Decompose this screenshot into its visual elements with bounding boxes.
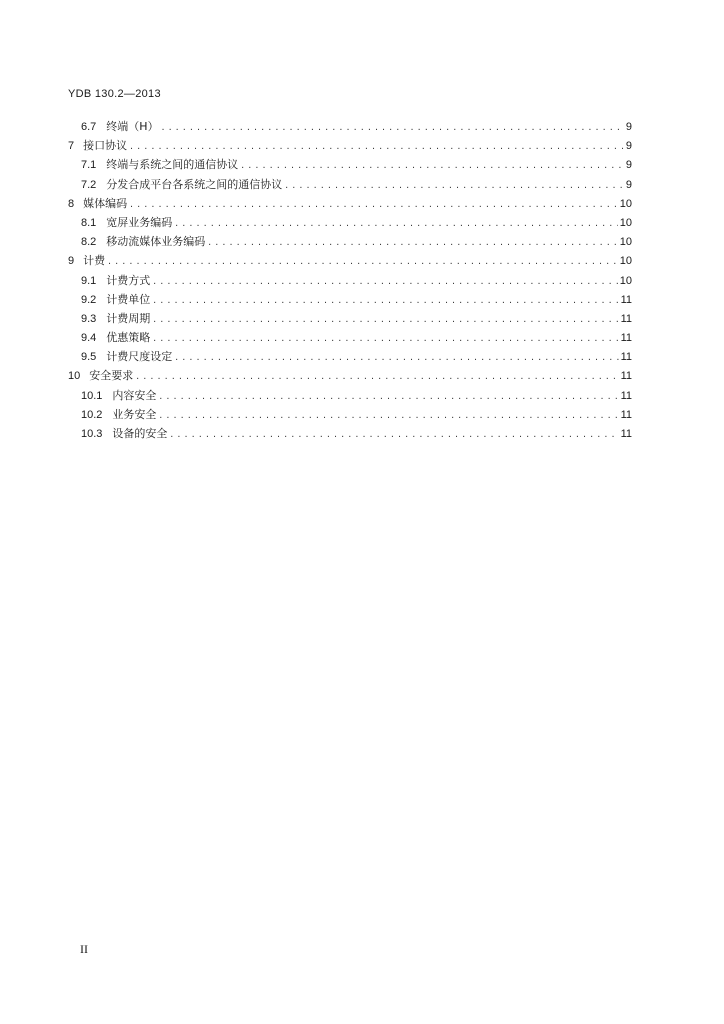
toc-dot-leader xyxy=(152,272,617,291)
toc-dot-leader xyxy=(158,406,618,425)
toc-entry-number: 10.2 xyxy=(81,408,103,421)
toc-entry[interactable] xyxy=(68,328,632,347)
toc-entry-page: 10 xyxy=(619,236,632,249)
toc-entry-title: 接口协议 xyxy=(83,139,128,153)
toc-entry-number: 6.7 xyxy=(81,121,97,133)
toc-entry-number: 8.2 xyxy=(81,236,97,249)
toc-entry-page: 9 xyxy=(625,178,632,191)
table-of-contents xyxy=(68,117,632,443)
toc-entry[interactable] xyxy=(68,194,632,213)
toc-entry[interactable] xyxy=(68,309,632,328)
toc-entry-page: 9 xyxy=(625,140,632,153)
toc-entry-title: 业务安全 xyxy=(112,407,157,421)
toc-entry[interactable] xyxy=(68,155,632,174)
toc-entry-title: 优惠策略 xyxy=(106,331,151,345)
toc-dot-leader xyxy=(129,137,624,156)
toc-dot-leader xyxy=(174,348,618,367)
toc-entry-number: 9.2 xyxy=(81,293,97,306)
toc-entry[interactable] xyxy=(68,232,632,251)
toc-dot-leader xyxy=(129,195,618,214)
toc-dot-leader xyxy=(169,425,618,444)
toc-dot-leader xyxy=(284,176,624,195)
toc-entry-title: 安全要求 xyxy=(89,369,134,383)
toc-entry-number: 10.1 xyxy=(81,389,103,402)
toc-entry[interactable] xyxy=(68,251,632,270)
toc-entry-title: 分发合成平台各系统之间的通信协议 xyxy=(106,177,283,191)
toc-dot-leader xyxy=(152,310,618,329)
toc-dot-leader xyxy=(107,252,618,271)
toc-entry-title: 计费方式 xyxy=(106,273,151,287)
toc-entry[interactable] xyxy=(68,386,632,405)
toc-dot-leader xyxy=(158,387,618,406)
toc-entry[interactable] xyxy=(68,271,632,290)
toc-entry-number: 8.1 xyxy=(81,216,97,229)
toc-entry-page: 10 xyxy=(619,216,632,229)
toc-entry-title: 计费尺度设定 xyxy=(106,350,173,364)
toc-entry-number: 9.4 xyxy=(81,332,97,345)
toc-entry-page: 11 xyxy=(620,293,632,306)
toc-entry-number: 9.3 xyxy=(81,312,97,325)
toc-entry-page: 9 xyxy=(625,121,632,133)
toc-entry-number: 9.5 xyxy=(81,351,97,364)
toc-dot-leader xyxy=(174,214,617,233)
page-number: II xyxy=(80,942,88,956)
toc-entry[interactable] xyxy=(68,290,632,309)
toc-entry-title: 宽屏业务编码 xyxy=(106,215,173,229)
toc-entry-number: 7 xyxy=(68,140,75,153)
toc-entry-page: 11 xyxy=(620,370,632,383)
toc-entry-title: 计费周期 xyxy=(106,311,151,325)
toc-entry[interactable] xyxy=(68,405,632,424)
toc-entry-title: 移动流媒体业务编码 xyxy=(106,235,206,249)
toc-entry-page: 11 xyxy=(620,389,632,402)
toc-entry[interactable] xyxy=(68,136,632,155)
toc-entry-page: 10 xyxy=(619,255,632,268)
toc-entry-number: 7.1 xyxy=(81,159,97,172)
toc-dot-leader xyxy=(240,156,624,175)
toc-entry-page: 9 xyxy=(625,159,632,172)
toc-entry-number: 10.3 xyxy=(81,428,103,440)
toc-entry-title: 计费单位 xyxy=(106,292,151,306)
toc-entry-title: 终端与系统之间的通信协议 xyxy=(106,158,239,172)
toc-entry-number: 8 xyxy=(68,197,75,210)
toc-entry[interactable] xyxy=(68,424,632,443)
toc-entry[interactable] xyxy=(68,366,632,385)
toc-entry[interactable] xyxy=(68,213,632,232)
toc-entry-title: 媒体编码 xyxy=(83,196,128,210)
toc-entry[interactable] xyxy=(68,175,632,194)
toc-dot-leader xyxy=(161,118,624,137)
toc-dot-leader xyxy=(135,367,618,386)
toc-entry-page: 10 xyxy=(619,197,632,210)
toc-entry-page: 11 xyxy=(620,351,632,364)
toc-entry-number: 9 xyxy=(68,255,75,268)
toc-entry-page: 10 xyxy=(619,274,632,287)
toc-entry-title: 计费 xyxy=(83,254,106,268)
toc-entry-title: 内容安全 xyxy=(112,388,157,402)
toc-entry-page: 11 xyxy=(620,312,632,325)
document-code: YDB 130.2—2013 xyxy=(68,88,161,100)
toc-entry[interactable] xyxy=(68,117,632,136)
toc-entry-number: 7.2 xyxy=(81,178,97,191)
toc-entry-page: 11 xyxy=(620,428,632,440)
toc-dot-leader xyxy=(152,291,618,310)
toc-entry[interactable] xyxy=(68,347,632,366)
toc-dot-leader xyxy=(152,329,618,348)
toc-entry-page: 11 xyxy=(620,332,632,345)
toc-entry-number: 10 xyxy=(68,370,81,383)
toc-entry-title: 终端（H） xyxy=(106,120,159,133)
toc-entry-number: 9.1 xyxy=(81,274,97,287)
toc-entry-page: 11 xyxy=(620,408,632,421)
toc-entry-title: 设备的安全 xyxy=(112,427,168,440)
toc-dot-leader xyxy=(207,233,617,252)
